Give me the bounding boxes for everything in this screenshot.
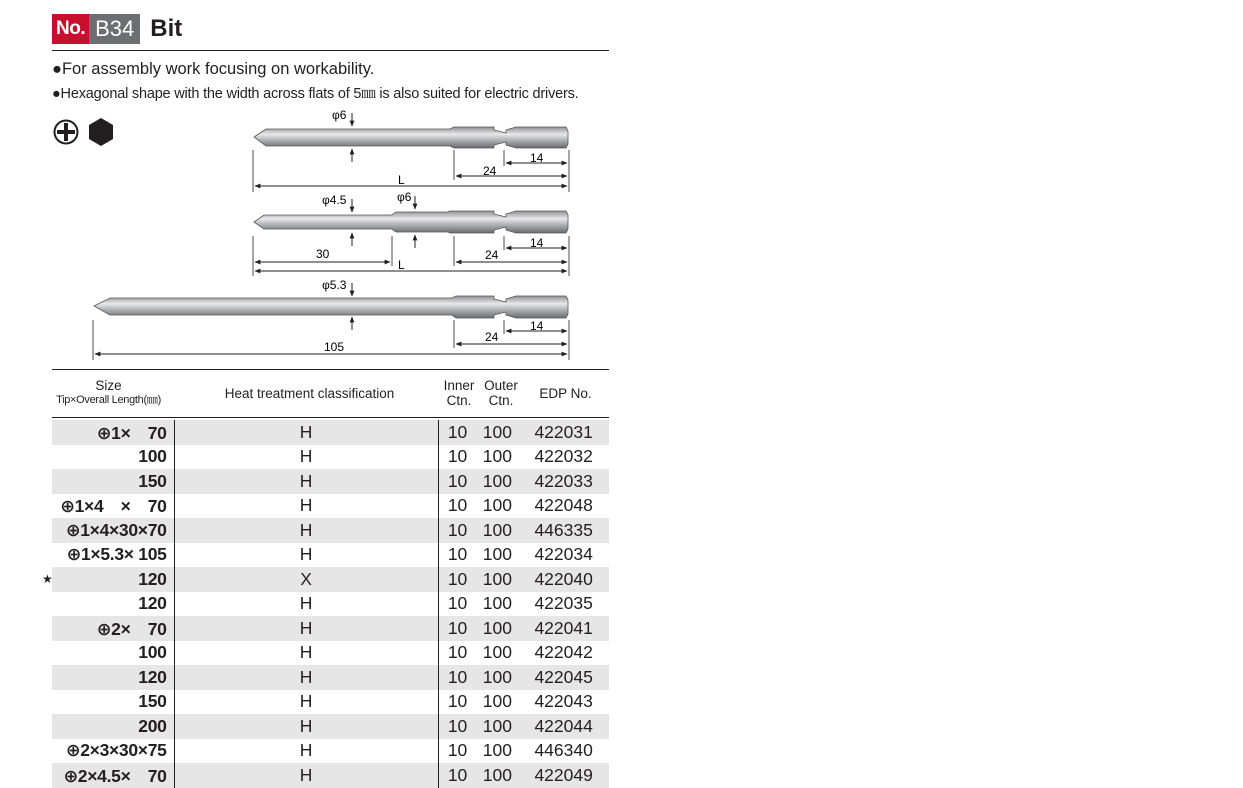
size-cell: ⊕2× 70: [96, 618, 167, 639]
heat-cell: H: [174, 714, 438, 739]
bit-2-drawing: [253, 190, 569, 276]
column-header-size: [52, 378, 165, 408]
outer-cell: 100: [482, 421, 512, 442]
table-row: [52, 420, 609, 445]
table-row: [52, 518, 609, 543]
heat-cell: H: [174, 518, 438, 543]
star-mark: ★: [42, 572, 53, 587]
heat-cell: H: [174, 469, 438, 494]
edp-cell: 422049: [534, 764, 593, 785]
heat-cell: H: [174, 445, 438, 470]
inner-cell: 10: [438, 763, 477, 788]
edp-cell: 446335: [534, 519, 593, 540]
bit-1-drawing: [253, 108, 569, 192]
product-title: Bit: [150, 15, 183, 42]
bit-3-drawing: [93, 278, 569, 360]
table-row: [42, 567, 609, 592]
outer-cell: 100: [482, 446, 512, 467]
table-row: [52, 690, 609, 715]
heat-cell: H: [174, 739, 438, 764]
edp-cell: 422034: [534, 544, 593, 565]
bit-3-hex-length: 14: [530, 319, 544, 333]
inner-cell: 10: [438, 445, 477, 470]
heat-cell: H: [174, 763, 438, 788]
size-cell: ⊕1×5.3× 105: [66, 544, 167, 565]
inner-cell: 10: [438, 690, 477, 715]
outer-cell: 100: [482, 544, 512, 565]
bit-2-total-length: L: [398, 258, 405, 272]
outer-cell: 100: [482, 519, 512, 540]
heat-cell: H: [174, 420, 438, 445]
outer-cell: 100: [482, 593, 512, 614]
product-table-body: [42, 420, 609, 788]
inner-cell: 10: [438, 641, 477, 666]
product-number-badge: [52, 14, 140, 44]
table-row: [52, 665, 609, 690]
heat-cell: H: [174, 592, 438, 617]
size-cell: 120: [138, 593, 167, 614]
edp-cell: 422044: [534, 715, 593, 736]
heat-cell: H: [174, 494, 438, 519]
size-cell: 120: [138, 568, 167, 589]
edp-cell: 422041: [534, 617, 593, 638]
edp-cell: 422048: [534, 495, 593, 516]
bit-3-total-length: 105: [324, 340, 345, 354]
table-row: [52, 739, 609, 764]
inner-cell: 10: [438, 714, 477, 739]
edp-cell: 422040: [534, 568, 593, 589]
size-cell: 150: [138, 470, 167, 491]
outer-header-line1: Outer: [484, 378, 518, 393]
heat-cell: H: [174, 543, 438, 568]
table-row: [52, 494, 609, 519]
size-cell: ⊕1×4 × 70: [60, 496, 167, 517]
feature-bullet-2: ●Hexagonal shape with the width across flats of 5㎜ is also suited for electric drivers.: [52, 86, 579, 102]
outer-cell: 100: [482, 715, 512, 736]
size-cell: ⊕1× 70: [96, 422, 167, 443]
outer-cell: 100: [482, 740, 512, 761]
column-header-inner: [438, 378, 480, 408]
feature-bullet-1: ●For assembly work focusing on workability.: [52, 60, 375, 78]
inner-cell: 10: [438, 494, 477, 519]
bit-1-hex-length: 14: [530, 151, 544, 165]
size-cell: 100: [138, 642, 167, 663]
size-cell: 100: [138, 446, 167, 467]
column-header-outer: [480, 378, 522, 408]
bit-3-diameter: φ5.3: [322, 278, 347, 292]
edp-cell: 422045: [534, 666, 593, 687]
bit-1-shank-length: 24: [483, 164, 497, 178]
heat-cell: H: [174, 690, 438, 715]
bit-2-tip-length: 30: [316, 247, 330, 261]
table-header-rule: [52, 417, 609, 418]
inner-cell: 10: [438, 739, 477, 764]
table-row: [52, 641, 609, 666]
edp-cell: 446340: [534, 740, 593, 761]
inner-cell: 10: [438, 567, 477, 592]
outer-header-line2: Ctn.: [488, 393, 514, 408]
edp-cell: 422043: [534, 691, 593, 712]
bit-2-shank-length: 24: [485, 248, 499, 262]
bit-1-diameter: φ6: [332, 108, 347, 122]
outer-cell: 100: [482, 568, 512, 589]
inner-header-line2: Ctn.: [446, 393, 472, 408]
outer-cell: 100: [482, 617, 512, 638]
size-cell: ⊕2×4.5× 70: [63, 765, 167, 786]
table-row: [52, 543, 609, 568]
column-header-heat: Heat treatment classification: [224, 386, 395, 401]
bit-3-shank-length: 24: [485, 330, 499, 344]
table-row: [52, 763, 609, 788]
edp-cell: 422042: [534, 642, 593, 663]
size-header-label: Size: [95, 378, 122, 393]
inner-cell: 10: [438, 592, 477, 617]
edp-cell: 422031: [534, 421, 593, 442]
size-cell: 200: [138, 715, 167, 736]
bit-2-shank-diameter: φ6: [397, 190, 412, 204]
outer-cell: 100: [482, 642, 512, 663]
table-top-rule: [52, 369, 609, 370]
column-header-edp: EDP No.: [539, 386, 592, 401]
inner-cell: 10: [438, 543, 477, 568]
bit-2-tip-diameter: φ4.5: [322, 193, 347, 207]
product-code: B34: [89, 14, 140, 44]
inner-cell: 10: [438, 518, 477, 543]
heat-cell: H: [174, 641, 438, 666]
inner-cell: 10: [438, 616, 477, 641]
outer-cell: 100: [482, 470, 512, 491]
inner-header-line1: Inner: [443, 378, 475, 393]
heat-cell: H: [174, 616, 438, 641]
outer-cell: 100: [482, 691, 512, 712]
bit-dimension-diagram: [0, 100, 620, 370]
outer-cell: 100: [482, 764, 512, 785]
number-label: No.: [52, 14, 89, 44]
bit-1-total-length: L: [398, 173, 405, 187]
table-row: [52, 616, 609, 641]
table-row: [52, 445, 609, 470]
outer-cell: 100: [482, 495, 512, 516]
product-header: [52, 14, 182, 44]
edp-cell: 422035: [534, 593, 593, 614]
edp-cell: 422033: [534, 470, 593, 491]
inner-cell: 10: [438, 420, 477, 445]
size-header-sub: Tip×Overall Length(㎜): [56, 394, 161, 406]
size-cell: ⊕2×3×30×75: [65, 740, 167, 761]
table-row: [52, 714, 609, 739]
inner-cell: 10: [438, 665, 477, 690]
size-cell: 150: [138, 691, 167, 712]
inner-cell: 10: [438, 469, 477, 494]
bit-2-hex-length: 14: [530, 236, 544, 250]
table-row: [52, 469, 609, 494]
heat-cell: H: [174, 665, 438, 690]
heat-cell: X: [174, 567, 438, 592]
outer-cell: 100: [482, 666, 512, 687]
edp-cell: 422032: [534, 446, 593, 467]
table-row: [52, 592, 609, 617]
header-divider: [52, 50, 609, 51]
size-cell: 120: [138, 666, 167, 687]
size-cell: ⊕1×4×30×70: [65, 519, 167, 540]
